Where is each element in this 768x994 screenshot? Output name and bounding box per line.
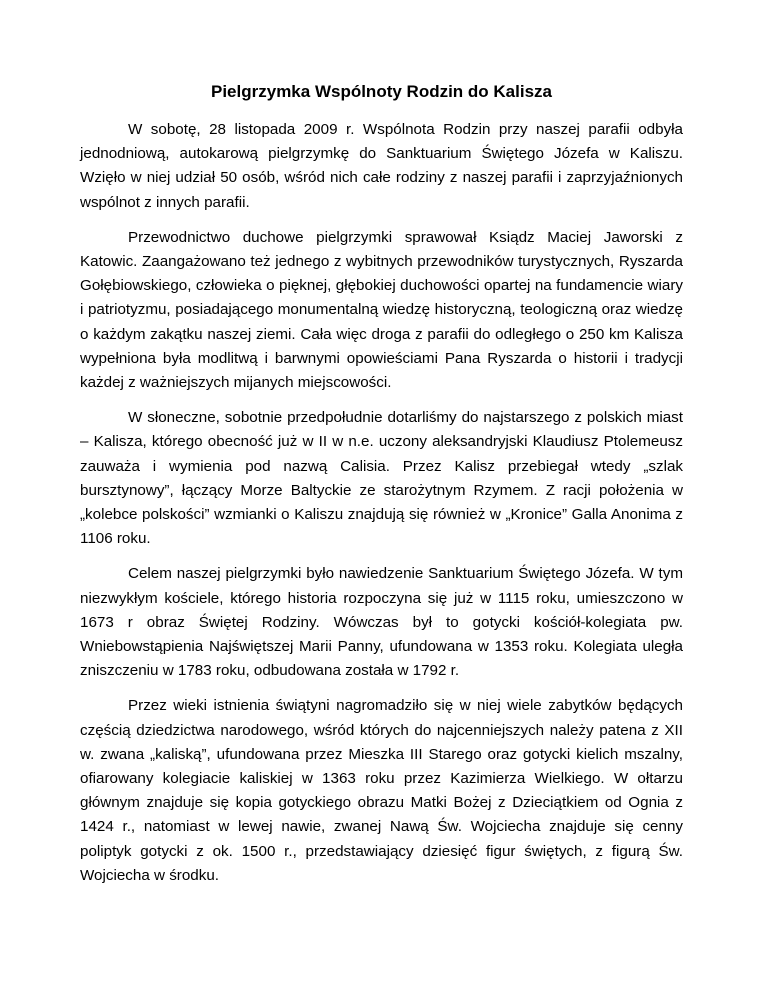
page-title: Pielgrzymka Wspólnoty Rodzin do Kalisza (211, 82, 552, 101)
paragraph-2: Przewodnictwo duchowe pielgrzymki sprawował Ksiądz Maciej Jaworski z Katowic. Zaangażowano też jednego z wybitnych przewodników turystycznych, Ryszarda Gołębiowskiego, człowieka o pięknej, głębokiej duchowości opartej na fundamencie wiary i patriotyzmu, posiadającego monumentalną wiedzę historyczną, teologiczną oraz wiedzę o każdym zakątku naszej ziemi. Cała więc droga z parafii do odległego o 250 km Kalisza wypełniona była modlitwą i barwnymi opowieściami Pana Ryszarda o historii i tradycji każdej z ważniejszych mijanych miejscowości. (80, 228, 683, 392)
paragraph-4: Celem naszej pielgrzymki było nawiedzenie Sanktuarium Świętego Józefa. W tym niezwykłym kościele, którego historia rozpoczyna się już w 1115 roku, umieszczono w 1673 r obraz Świętej Rodziny. Wówczas był to gotycki kościół-kolegiata pw. Wniebowstąpienia Najświętszej Marii Panny, ufundowana w 1353 roku. Kolegiata uległa zniszczeniu w 1783 roku, odbudowana została w 1792 r. (80, 565, 683, 680)
document-page (80, 80, 683, 899)
paragraph-1: W sobotę, 28 listopada 2009 r. Wspólnota Rodzin przy naszej parafii odbyła jednodniową, autokarową pielgrzymkę do Sanktuarium Świętego Józefa w Kaliszu. Wzięło w niej udział 50 osób, wśród nich całe rodziny z naszej parafii i zaprzyjaźnionych wspólnot z innych parafii. (80, 121, 683, 211)
paragraph-5: Przez wieki istnienia świątyni nagromadziło się w niej wiele zabytków będących częścią dziedzictwa narodowego, wśród których do najcenniejszych należy patena z XII w. zwana „kaliską”, ufundowana przez Mieszka III Starego oraz gotycki kielich mszalny, ofiarowany kolegiacie kaliskiej w 1363 roku przez Kazimierza Wielkiego. W ołtarzu głównym znajduje się kopia gotyckiego obrazu Matki Bożej z Dzieciątkiem od Ognia z 1424 r., natomiast w lewej nawie, zwanej Nawą Św. Wojciecha znajduje się cenny poliptyk gotycki z ok. 1500 r., przedstawiający dziesięć figur świętych, z figurą Św. Wojciecha w środku. (80, 697, 683, 884)
paragraph-3: W słoneczne, sobotnie przedpołudnie dotarliśmy do najstarszego z polskich miast – Kalisza, którego obecność już w II w n.e. uczony aleksandryjski Klaudiusz Ptolemeusz zauważa i wymienia pod nazwą Calisia. Przez Kalisz przebiegał wtedy „szlak bursztynowy”, łączący Morze Baltyckie ze starożytnym Rzymem. Z racji położenia w „kolebce polskości” wzmianki o Kaliszu znajdują się również w „Kronice” Galla Anonima z 1106 roku. (80, 409, 683, 548)
